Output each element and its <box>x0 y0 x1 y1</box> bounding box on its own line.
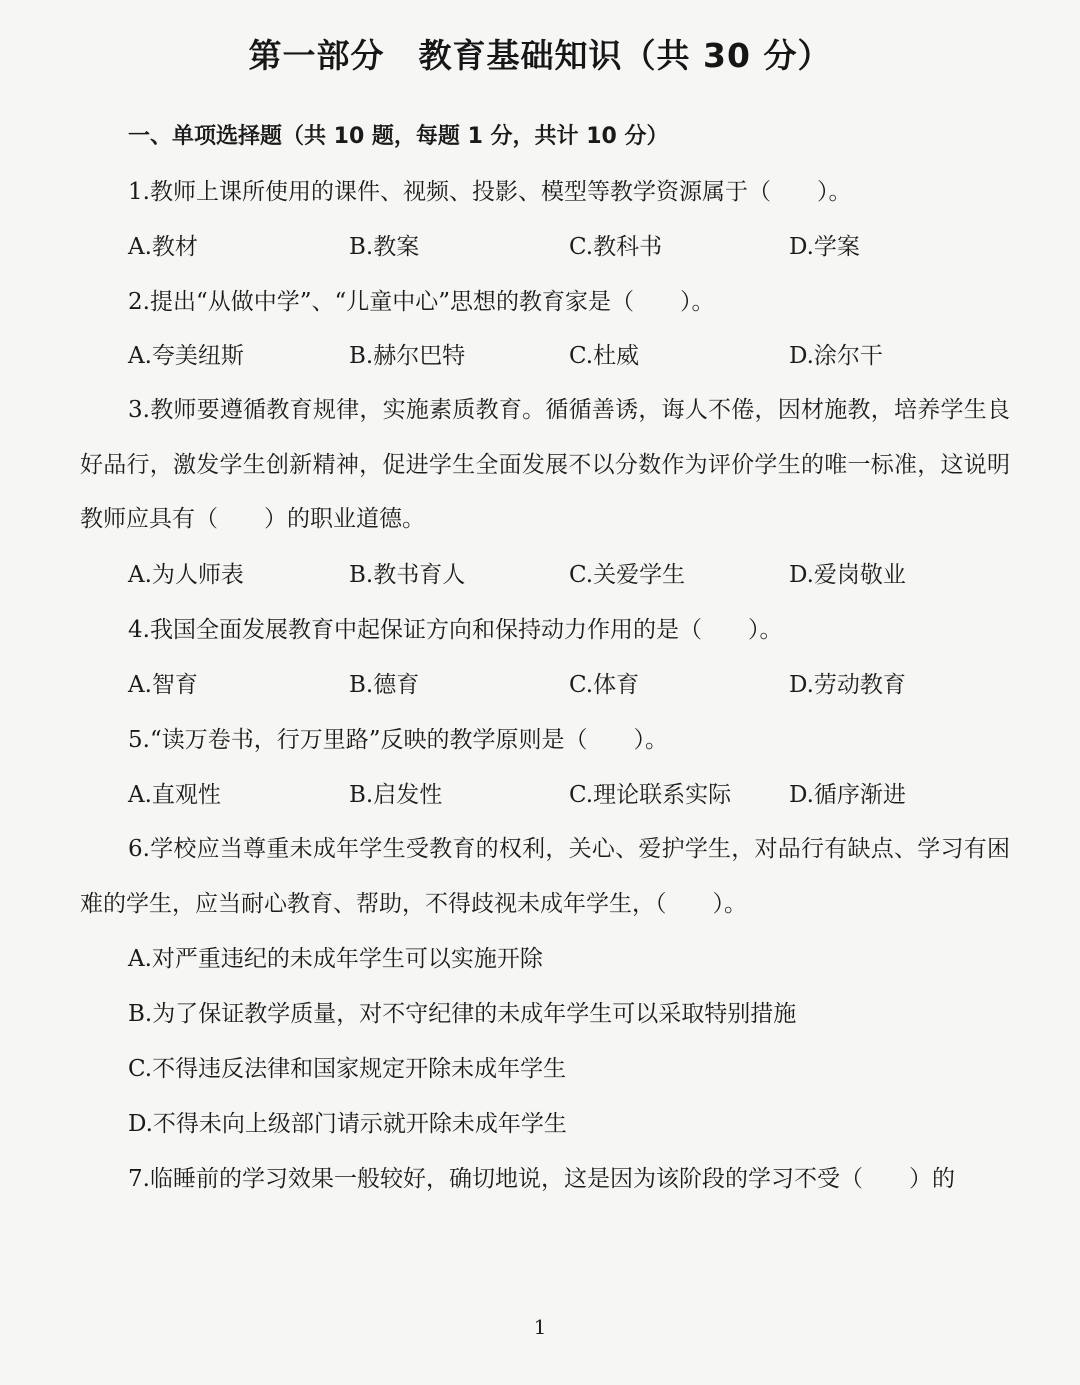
question-3-stem: 3.教师要遵循教育规律，实施素质教育。循循善诱，诲人不倦，因材施教，培养学生良好品行，激发学生创新精神，促进学生全面发展不以分数作为评价学生的唯一标准，这说明教师应具有（ ）的职业道德。 <box>80 397 1010 532</box>
title-part: 第一部分 <box>248 36 385 75</box>
question-4-option-c: C.体育 <box>569 672 640 698</box>
question-2-stem: 2.提出“从做中学”、“儿童中心”思想的教育家是（ ）。 <box>128 289 715 315</box>
question-5-option-c: C.理论联系实际 <box>569 782 732 808</box>
question-6-option-b: B.为了保证教学质量，对不守纪律的未成年学生可以采取特别措施 <box>128 1001 797 1027</box>
question-2-option-c: C.杜威 <box>569 343 640 369</box>
question-6-option-d: D.不得未向上级部门请示就开除未成年学生 <box>128 1111 567 1137</box>
question-1-option-a: A.教材 <box>128 234 198 260</box>
question-3-option-a: A.为人师表 <box>128 562 244 588</box>
question-5-stem: 5.“读万卷书，行万里路”反映的教学原则是（ ）。 <box>128 727 668 753</box>
question-6-option-c: C.不得违反法律和国家规定开除未成年学生 <box>128 1056 567 1082</box>
question-4-option-d: D.劳动教育 <box>789 672 906 698</box>
question-5-option-d: D.循序渐进 <box>789 782 906 808</box>
question-4-option-a: A.智育 <box>128 672 198 698</box>
question-1-option-c: C.教科书 <box>569 234 663 260</box>
question-1-option-d: D.学案 <box>789 234 860 260</box>
page-number: 1 <box>533 1315 547 1339</box>
question-4-option-b: B.德育 <box>349 672 420 698</box>
question-6-option-a: A.对严重违纪的未成年学生可以实施开除 <box>128 946 543 972</box>
question-3-option-d: D.爱岗敬业 <box>789 562 906 588</box>
question-2-option-d: D.涂尔干 <box>789 343 883 369</box>
question-2-option-b: B.赫尔巴特 <box>349 343 466 369</box>
question-3-option-b: B.教书育人 <box>349 562 466 588</box>
section-heading: 一、单项选择题（共 10 题，每题 1 分，共计 10 分） <box>128 124 669 149</box>
question-1-option-b: B.教案 <box>349 234 420 260</box>
page-title <box>0 30 1080 77</box>
question-3-option-c: C.关爱学生 <box>569 562 686 588</box>
question-4-stem: 4.我国全面发展教育中起保证方向和保持动力作用的是（ ）。 <box>128 617 783 643</box>
title-name: 教育基础知识（共 30 分） <box>418 36 832 75</box>
question-5-option-a: A.直观性 <box>128 782 221 808</box>
question-2-option-a: A.夸美纽斯 <box>128 343 244 369</box>
question-7-stem: 7.临睡前的学习效果一般较好，确切地说，这是因为该阶段的学习不受（ ）的 <box>128 1166 955 1192</box>
question-6-stem: 6.学校应当尊重未成年学生受教育的权利，关心、爱护学生，对品行有缺点、学习有困难的学生，应当耐心教育、帮助，不得歧视未成年学生，（ ）。 <box>80 836 1010 917</box>
question-5-option-b: B.启发性 <box>349 782 443 808</box>
question-1-stem: 1.教师上课所使用的课件、视频、投影、模型等教学资源属于（ ）。 <box>128 179 852 205</box>
